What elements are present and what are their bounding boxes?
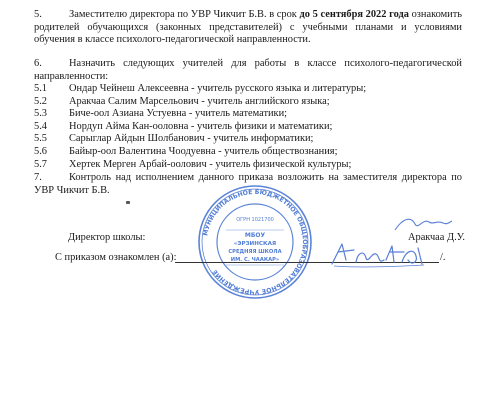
acknowledgement-end: /. — [440, 252, 446, 263]
director-signature — [393, 214, 453, 234]
list-item: 5.1 Ондар Чейнеш Алексеевна - учитель русского языка и литературы; — [34, 83, 367, 94]
acknowledgement-label: С приказом ознакомлен (а): — [55, 252, 177, 263]
ink-dot — [126, 201, 130, 204]
deadline-date: до 5 сентября 2022 года — [299, 9, 409, 20]
director-name: Аракчаа Д.У. — [408, 232, 465, 243]
list-item: 5.4 Нордуп Айма Кан-ооловна - учитель физики и математики; — [34, 120, 333, 132]
section-6-number: 6. — [34, 58, 42, 69]
list-item: 5.6 Байыр-оол Валентина Чоодуевна - учитель обществознания; — [34, 145, 338, 157]
section-5-text: Заместителю директора по УВР Чикчит Б.В. в срок до 5 сентября 2022 года ознакомить родителей обучающихся (законных представителей) с учебными планами и условиями обучения в классе психолого-педагогической направленности. — [34, 9, 463, 46]
section-6-text: Назначить следующих учителей для работы в классе психолого-педагогической направленности: — [34, 58, 462, 82]
list-item: 5.2 Аракчаа Салим Марсельович - учитель английского языка; — [34, 95, 330, 107]
school-stamp — [196, 183, 314, 301]
director-label: Директор школы: — [68, 232, 146, 243]
list-item: 5.3 Биче-оол Азиана Устуевна - учитель математики; — [34, 108, 288, 120]
section-7-text: Контроль над исполнением данного приказа возложить на заместителя директора по УВР Чикчит Б.В. — [34, 172, 462, 196]
section-5 — [34, 9, 462, 47]
list-item: 5.5 Сарыглар Айдын Шолбанович - учитель информатики; — [34, 133, 314, 145]
section-6 — [34, 58, 462, 83]
list-item: 5.7 Хертек Мерген Арбай-оолович - учитель физической культуры; — [34, 158, 352, 170]
stamp-ring-text: МУНИЦИПАЛЬНОЕ БЮДЖЕТНОЕ ОБЩЕОБРАЗОВАТЕЛЬНОЕ УЧРЕЖДЕНИЕ — [202, 188, 309, 296]
acknowledgement-signature — [328, 238, 426, 270]
section-7-number: 7. — [34, 172, 42, 183]
section-5-number: 5. — [34, 9, 42, 20]
teacher-list — [34, 83, 462, 171]
stamp-center-2: «ЭРЗИНСКАЯ — [233, 241, 277, 247]
stamp-center-1: МБОУ — [244, 232, 266, 239]
stamp-ogrn: ОГРН 1021700 — [236, 217, 274, 223]
stamp-center-4: ИМ. С. ЧААКАР» — [230, 257, 280, 263]
stamp-center-3: СРЕДНЯЯ ШКОЛА — [228, 249, 282, 255]
